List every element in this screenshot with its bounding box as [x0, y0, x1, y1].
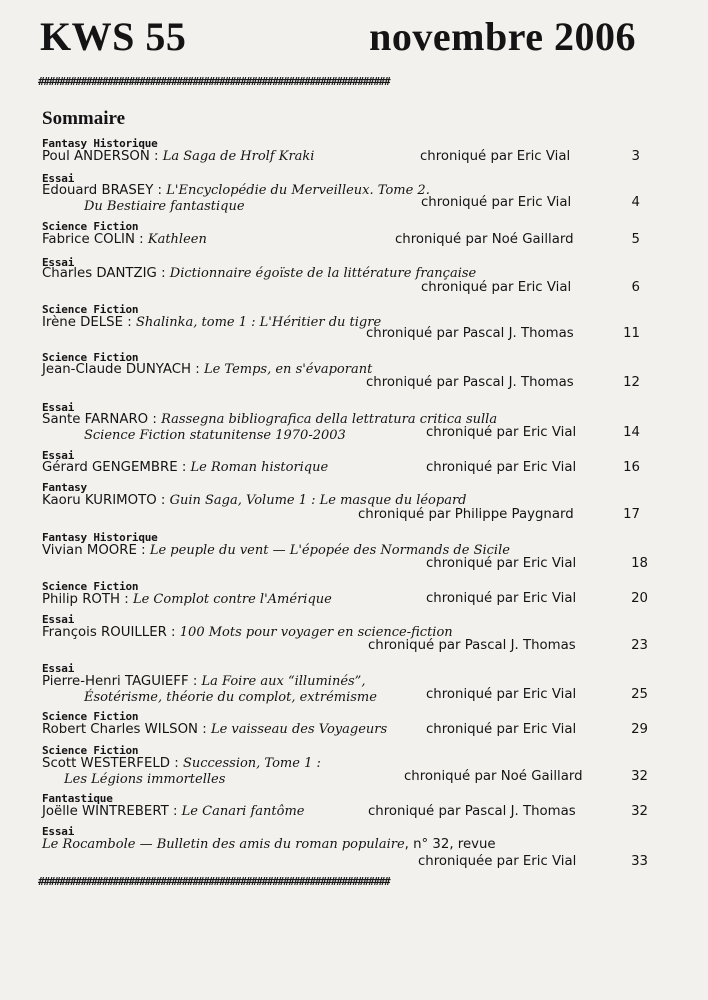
entry-title: Kathleen — [147, 232, 207, 247]
entry-line — [42, 314, 381, 331]
entry-line — [42, 182, 430, 199]
entry-reviewer: chroniqué par Eric Vial — [426, 722, 577, 737]
entry-page: 33 — [631, 854, 648, 869]
separator-bottom: ################################################################## — [38, 875, 390, 888]
entry-title: Shalinka, tome 1 : L'Héritier du tigre — [135, 315, 382, 330]
entry-page: 14 — [623, 425, 640, 440]
entry-title-suffix: , n° 32, revue — [404, 837, 496, 852]
entry-reviewer: chroniqué par Eric Vial — [426, 591, 577, 606]
entry-category: Science Fiction — [42, 710, 139, 723]
entry-reviewer: chroniqué par Eric Vial — [426, 460, 577, 475]
issue-number: KWS 55 — [40, 14, 187, 59]
separator-top: ################################################################## — [38, 75, 390, 88]
entry-title: L'Encyclopédie du Merveilleux. Tome 2. — [166, 183, 430, 198]
entry-page: 4 — [631, 195, 640, 210]
entry-title-continued: Ésotérisme, théorie du complot, extrémisme — [84, 690, 377, 705]
entry-author: Philip ROTH : — [42, 592, 133, 607]
entry-category: Fantastique — [42, 792, 113, 805]
issue-date: novembre 2006 — [369, 14, 636, 59]
entry-page: 11 — [623, 326, 640, 341]
entry-category: Science Fiction — [42, 744, 139, 757]
entry-page: 17 — [623, 507, 640, 522]
entry-line — [42, 836, 496, 853]
entry-category: Science Fiction — [42, 351, 139, 364]
entry-page: 32 — [631, 804, 648, 819]
entry-category: Science Fiction — [42, 220, 139, 233]
entry-reviewer: chroniqué par Philippe Paygnard — [358, 507, 574, 522]
entry-line — [42, 231, 207, 248]
entry-category: Essai — [42, 172, 75, 185]
entry-page: 25 — [631, 687, 648, 702]
entry-author: Joëlle WINTREBERT : — [42, 804, 182, 819]
entry-author: Pierre-Henri TAGUIEFF : — [42, 674, 202, 689]
entry-page: 12 — [623, 375, 640, 390]
entry-title: Le peuple du vent — L'épopée des Normands de Sicile — [149, 543, 510, 558]
entry-title-continued: Les Légions immortelles — [64, 772, 226, 787]
entry-reviewer: chroniquée par Eric Vial — [418, 854, 577, 869]
entry-author: Gérard GENGEMBRE : — [42, 460, 191, 475]
entry-category: Essai — [42, 825, 75, 838]
entry-title: Le Complot contre l'Amérique — [132, 592, 332, 607]
entry-line — [42, 673, 365, 690]
entry-category: Fantasy Historique — [42, 137, 158, 150]
entry-line — [42, 721, 387, 738]
entry-author: Edouard BRASEY : — [42, 183, 167, 198]
entry-category: Fantasy Historique — [42, 531, 158, 544]
entry-title-continued: Du Bestiaire fantastique — [84, 199, 245, 214]
entry-author: Vivian MOORE : — [42, 543, 150, 558]
entry-category: Science Fiction — [42, 303, 139, 316]
entry-reviewer: chroniqué par Pascal J. Thomas — [368, 638, 576, 653]
entry-category: Fantasy — [42, 481, 87, 494]
entry-page: 3 — [631, 149, 640, 164]
entry-reviewer: chroniqué par Pascal J. Thomas — [366, 326, 574, 341]
entry-title: Succession, Tome 1 : — [182, 756, 321, 771]
entry-reviewer: chroniqué par Eric Vial — [421, 195, 572, 210]
entry-author: Charles DANTZIG : — [42, 266, 170, 281]
entry-category: Essai — [42, 662, 75, 675]
entry-title: La Foire aux “illuminés”, — [201, 674, 366, 689]
entry-reviewer: chroniqué par Noé Gaillard — [404, 769, 583, 784]
entry-category: Science Fiction — [42, 580, 139, 593]
entry-author: Irène DELSE : — [42, 315, 136, 330]
entry-line — [42, 361, 372, 378]
entry-page: 16 — [623, 460, 640, 475]
entry-line — [42, 459, 328, 476]
entry-author: Robert Charles WILSON : — [42, 722, 211, 737]
entry-page: 20 — [631, 591, 648, 606]
entry-title: Le vaisseau des Voyageurs — [210, 722, 388, 737]
entry-line — [42, 148, 314, 165]
entry-page: 18 — [631, 556, 648, 571]
entry-title-continued: Science Fiction statunitense 1970-2003 — [84, 428, 346, 443]
entry-title: Le Rocambole — Bulletin des amis du roman populaire — [42, 837, 405, 852]
entry-reviewer: chroniqué par Eric Vial — [426, 687, 577, 702]
entry-author: Fabrice COLIN : — [42, 232, 148, 247]
entry-title: La Saga de Hrolf Kraki — [162, 149, 315, 164]
entry-page: 32 — [631, 769, 648, 784]
entry-title: Rassegna bibliografica della lettratura critica sulla — [161, 412, 498, 427]
entry-reviewer: chroniqué par Pascal J. Thomas — [366, 375, 574, 390]
entry-page: 29 — [631, 722, 648, 737]
entry-category: Essai — [42, 401, 75, 414]
entry-reviewer: chroniqué par Eric Vial — [420, 149, 571, 164]
entry-page: 6 — [631, 280, 640, 295]
entry-reviewer: chroniqué par Noé Gaillard — [395, 232, 574, 247]
entry-line — [42, 755, 321, 772]
entry-title: Dictionnaire égoïste de la littérature française — [169, 266, 477, 281]
entry-line — [42, 591, 332, 608]
entry-author: Kaoru KURIMOTO : — [42, 493, 170, 508]
entry-page: 5 — [631, 232, 640, 247]
entry-author: Scott WESTERFELD : — [42, 756, 183, 771]
entry-title: Le Temps, en s'évaporant — [203, 362, 373, 377]
entry-author: Poul ANDERSON : — [42, 149, 163, 164]
entry-reviewer: chroniqué par Eric Vial — [421, 280, 572, 295]
entry-page: 23 — [631, 638, 648, 653]
entry-title: 100 Mots pour voyager en science-fiction — [179, 625, 453, 640]
entry-category: Essai — [42, 613, 75, 626]
entry-line — [42, 265, 476, 282]
entry-title: Le Canari fantôme — [181, 804, 305, 819]
entry-title: Le Roman historique — [190, 460, 329, 475]
entry-category: Essai — [42, 449, 75, 462]
entry-title: Guin Saga, Volume 1 : Le masque du léopard — [169, 493, 467, 508]
entry-reviewer: chroniqué par Eric Vial — [426, 556, 577, 571]
entry-reviewer: chroniqué par Eric Vial — [426, 425, 577, 440]
entry-author: François ROUILLER : — [42, 625, 180, 640]
entry-reviewer: chroniqué par Pascal J. Thomas — [368, 804, 576, 819]
entry-author: Jean-Claude DUNYACH : — [42, 362, 204, 377]
section-title: Sommaire — [42, 108, 126, 129]
entry-line — [42, 803, 304, 820]
entry-author: Sante FARNARO : — [42, 412, 162, 427]
entry-category: Essai — [42, 256, 75, 269]
